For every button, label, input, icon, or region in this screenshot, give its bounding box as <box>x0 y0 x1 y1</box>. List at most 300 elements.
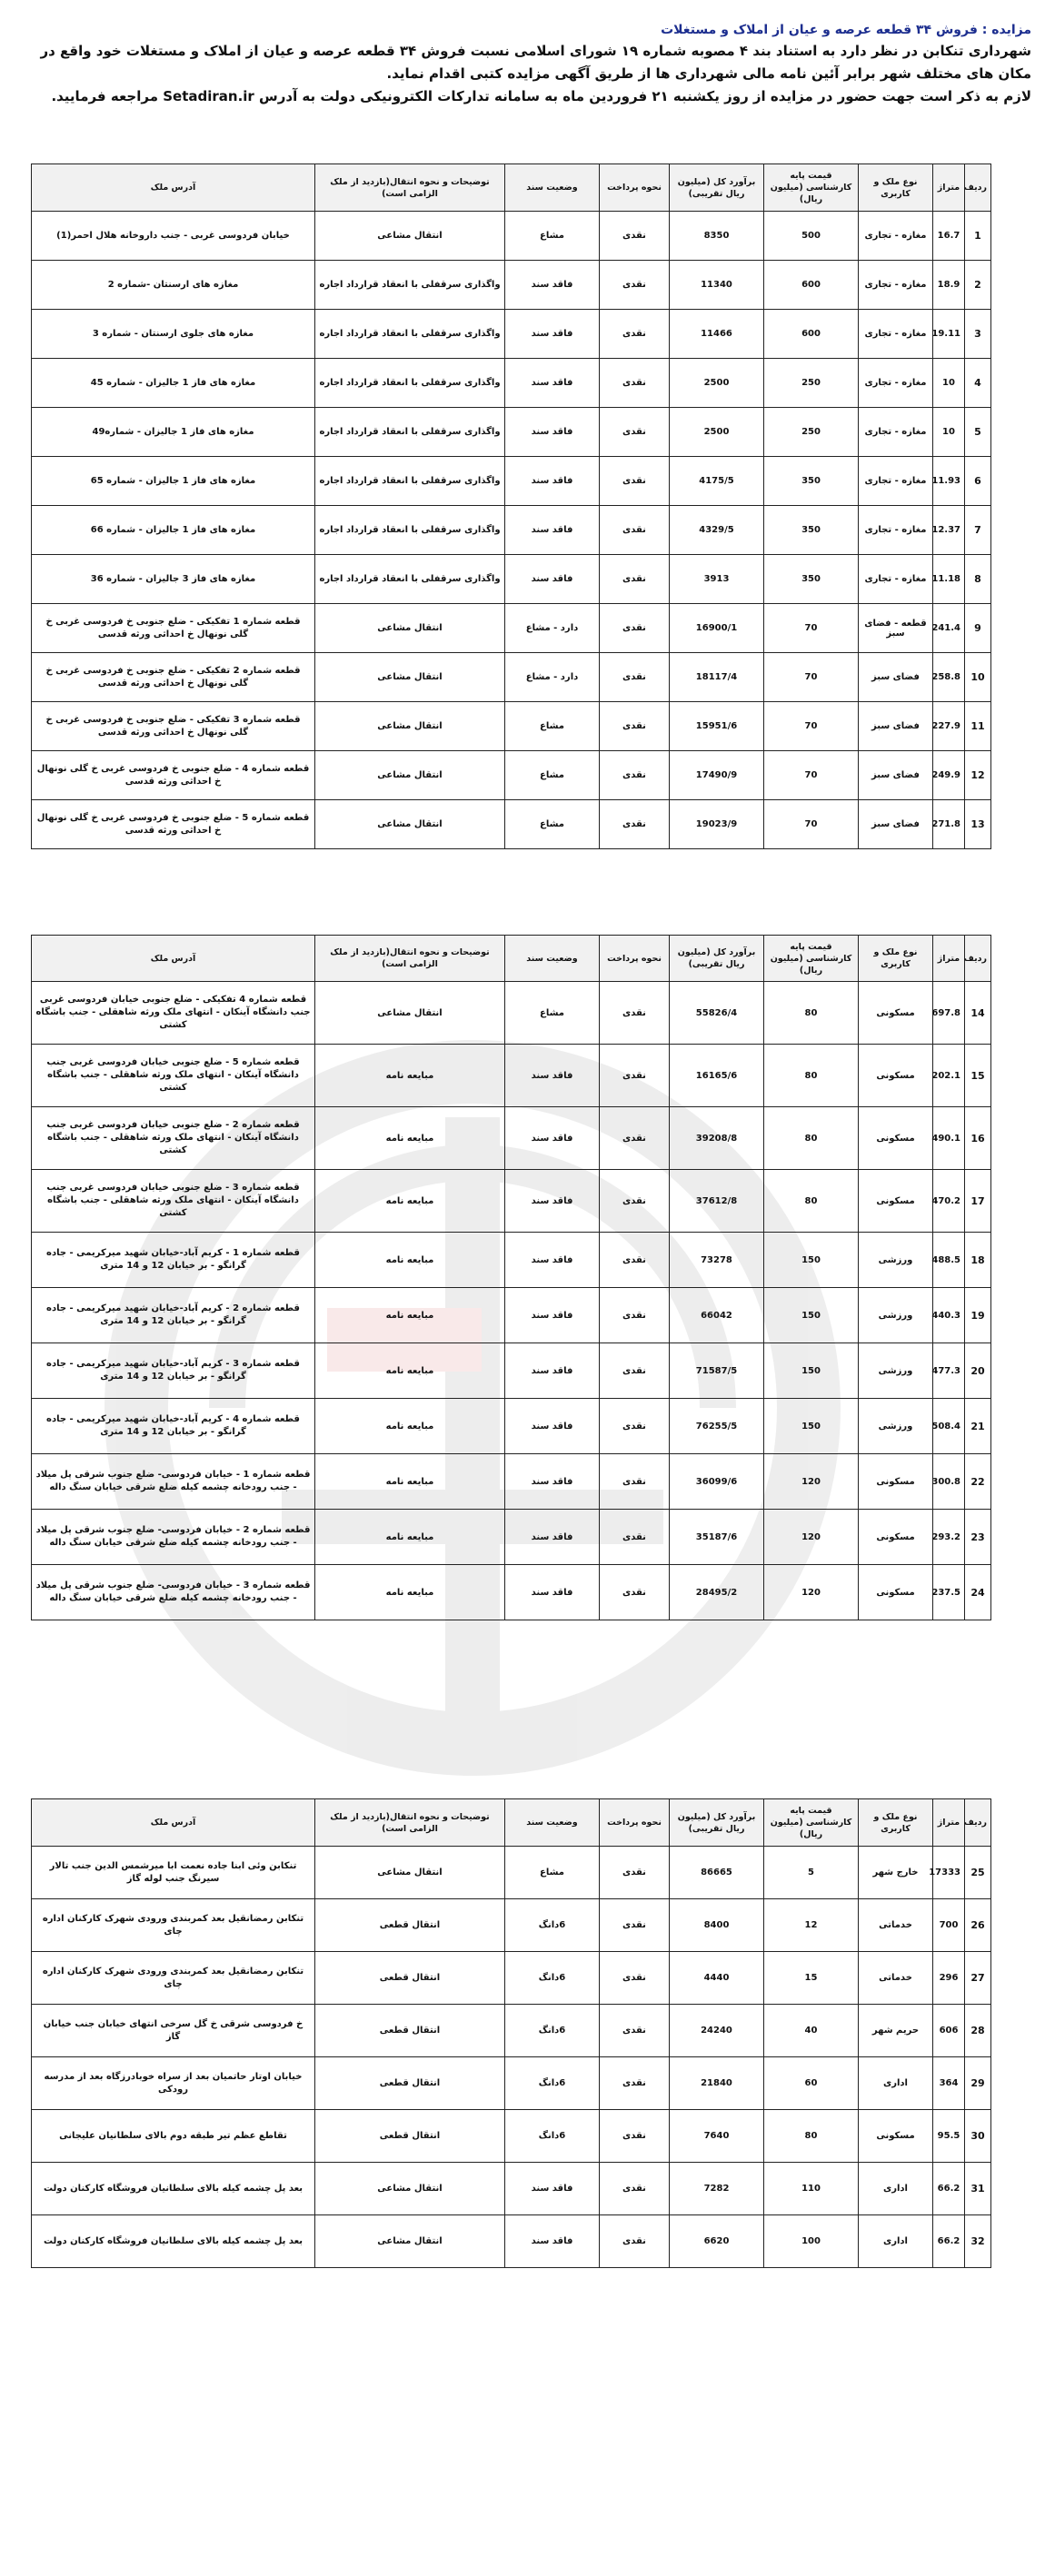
table-row <box>32 1399 991 1454</box>
cell-property-address: مغازه های فاز 1 جالیزان - شماره 65 <box>32 457 315 506</box>
cell-base-price: 70 <box>764 604 859 653</box>
header-deed-status: وضعیت سند <box>505 936 600 982</box>
cell-property-address: قطعه شماره 4 - کریم آباد-خیابان شهید میرکریمی - جاده گرانگو - بر خیابان 12 و 14 متری <box>32 1399 315 1454</box>
cell-row-number: 20 <box>965 1343 991 1399</box>
cell-usage-type: مسکونی <box>859 1045 933 1107</box>
cell-usage-type: مغازه - تجاری <box>859 506 933 555</box>
cell-usage-type: خدماتی <box>859 1899 933 1952</box>
cell-usage-type: مغازه - تجاری <box>859 310 933 359</box>
cell-deed-status: مشاع <box>505 800 600 849</box>
cell-transfer-notes: مبایعه نامه <box>315 1454 505 1510</box>
cell-property-address: قطعه شماره 1 تفکیکی - ضلع جنوبی خ فردوسی غربی خ گلی نونهال خ احداثی ورثه قدسی <box>32 604 315 653</box>
cell-base-price: 80 <box>764 1045 859 1107</box>
cell-base-price: 70 <box>764 653 859 702</box>
cell-total-estimate: 7282 <box>670 2163 764 2215</box>
announcement-header <box>23 20 1031 108</box>
cell-usage-type: خدماتی <box>859 1952 933 2005</box>
cell-total-estimate: 36099/6 <box>670 1454 764 1510</box>
cell-payment-method: نقدی <box>600 310 670 359</box>
cell-row-number: 29 <box>965 2057 991 2110</box>
cell-row-number: 17 <box>965 1170 991 1233</box>
cell-usage-type: مسکونی <box>859 1510 933 1565</box>
cell-area: 202.1 <box>933 1045 965 1107</box>
cell-payment-method: نقدی <box>600 1952 670 2005</box>
cell-property-address: تنکابن رمضانقیل بعد کمربندی ورودی شهرک کارکنان اداره چای <box>32 1899 315 1952</box>
cell-area: 66.2 <box>933 2163 965 2215</box>
cell-base-price: 150 <box>764 1343 859 1399</box>
cell-transfer-notes: انتقال قطعی <box>315 2005 505 2057</box>
cell-deed-status: فاقد سند <box>505 555 600 604</box>
cell-area: 11.18 <box>933 555 965 604</box>
cell-usage-type: حریم شهر <box>859 2005 933 2057</box>
table-row <box>32 310 991 359</box>
cell-deed-status: فاقد سند <box>505 2163 600 2215</box>
cell-area: 700 <box>933 1899 965 1952</box>
cell-transfer-notes: انتقال مشاعی <box>315 800 505 849</box>
header-base-price: قیمت پایه کارشناسی (میلیون ریال) <box>764 1799 859 1847</box>
cell-base-price: 70 <box>764 751 859 800</box>
header-payment-method: نحوه پرداخت <box>600 936 670 982</box>
cell-deed-status: فاقد سند <box>505 457 600 506</box>
cell-usage-type: ورزشی <box>859 1233 933 1288</box>
table-row <box>32 212 991 261</box>
cell-property-address: مغازه های فاز 1 جالیزان - شماره 66 <box>32 506 315 555</box>
cell-area: 10 <box>933 359 965 408</box>
cell-transfer-notes: انتقال مشاعی <box>315 702 505 751</box>
cell-total-estimate: 24240 <box>670 2005 764 2057</box>
cell-area: 19.11 <box>933 310 965 359</box>
cell-area: 258.8 <box>933 653 965 702</box>
table-row <box>32 2057 991 2110</box>
cell-payment-method: نقدی <box>600 1233 670 1288</box>
cell-row-number: 10 <box>965 653 991 702</box>
table-row <box>32 457 991 506</box>
table-row <box>32 1847 991 1899</box>
cell-usage-type: مغازه - تجاری <box>859 212 933 261</box>
cell-total-estimate: 35187/6 <box>670 1510 764 1565</box>
cell-row-number: 28 <box>965 2005 991 2057</box>
cell-area: 249.9 <box>933 751 965 800</box>
cell-property-address: تقاطع عظم تیر طبقه دوم بالای سلطانیان علیجانی <box>32 2110 315 2163</box>
cell-usage-type: اداری <box>859 2163 933 2215</box>
intro-paragraph: شهرداری تنکابن در نظر دارد به استناد بند ۴ مصوبه شماره ۱۹ شورای اسلامی نسبت فروش ۳۴ قطعه عرصه و عیان از املاک و مستغلات خود واقع در مکان های مختلف شهر برابر آئین نامه مالی شهرداری ها از طریق آگهی مزایده کتبی اقدام نماید. <box>40 43 1031 82</box>
cell-row-number: 12 <box>965 751 991 800</box>
cell-base-price: 350 <box>764 506 859 555</box>
cell-row-number: 21 <box>965 1399 991 1454</box>
cell-property-address: تنکابن وئی ابنا جاده نعمت ابا میرشمس الدین جنب تالار سیرنگ جنب لوله گاز <box>32 1847 315 1899</box>
cell-usage-type: فضای سبز <box>859 702 933 751</box>
cell-transfer-notes: مبایعه نامه <box>315 1233 505 1288</box>
table-row <box>32 653 991 702</box>
cell-payment-method: نقدی <box>600 1565 670 1620</box>
table-row <box>32 1565 991 1620</box>
cell-usage-type: مسکونی <box>859 1107 933 1170</box>
cell-payment-method: نقدی <box>600 1399 670 1454</box>
cell-base-price: 110 <box>764 2163 859 2215</box>
cell-total-estimate: 3913 <box>670 555 764 604</box>
cell-usage-type: فضای سبز <box>859 800 933 849</box>
cell-base-price: 600 <box>764 310 859 359</box>
cell-transfer-notes: مبایعه نامه <box>315 1170 505 1233</box>
table-row <box>32 1343 991 1399</box>
cell-payment-method: نقدی <box>600 1899 670 1952</box>
cell-deed-status: 6دانگ <box>505 2057 600 2110</box>
cell-usage-type: ورزشی <box>859 1288 933 1343</box>
table-row <box>32 2163 991 2215</box>
cell-transfer-notes: انتقال مشاعی <box>315 1847 505 1899</box>
cell-total-estimate: 11340 <box>670 261 764 310</box>
header-transfer-notes: توضیحات و نحوه انتقال(بازدید از ملک الزامی است) <box>315 1799 505 1847</box>
table-row <box>32 1233 991 1288</box>
cell-deed-status: 6دانگ <box>505 2110 600 2163</box>
cell-deed-status: فاقد سند <box>505 1233 600 1288</box>
cell-property-address: قطعه شماره 4 تفکیکی - ضلع جنوبی خیابان فردوسی غربی جنب دانشگاه آینکان - انتهای ملک ورثه شاهقلی - جنب باشگاه کشتی <box>32 982 315 1045</box>
cell-total-estimate: 73278 <box>670 1233 764 1288</box>
cell-row-number: 22 <box>965 1454 991 1510</box>
table-row <box>32 2110 991 2163</box>
cell-total-estimate: 4175/5 <box>670 457 764 506</box>
cell-row-number: 6 <box>965 457 991 506</box>
cell-row-number: 24 <box>965 1565 991 1620</box>
cell-payment-method: نقدی <box>600 261 670 310</box>
cell-base-price: 80 <box>764 1107 859 1170</box>
cell-total-estimate: 15951/6 <box>670 702 764 751</box>
cell-transfer-notes: واگذاری سرقفلی با انعقاد قرارداد اجاره <box>315 555 505 604</box>
cell-deed-status: فاقد سند <box>505 2215 600 2268</box>
header-payment-method: نحوه پرداخت <box>600 1799 670 1847</box>
cell-usage-type: مغازه - تجاری <box>859 457 933 506</box>
cell-usage-type: مسکونی <box>859 982 933 1045</box>
header-area: متراژ <box>933 936 965 982</box>
cell-area: 17333 <box>933 1847 965 1899</box>
cell-payment-method: نقدی <box>600 2110 670 2163</box>
table-row <box>32 800 991 849</box>
cell-transfer-notes: انتقال قطعی <box>315 2057 505 2110</box>
cell-property-address: قطعه شماره 1 - کریم آباد-خیابان شهید میرکریمی - جاده گرانگو - بر خیابان 12 و 14 متری <box>32 1233 315 1288</box>
cell-row-number: 23 <box>965 1510 991 1565</box>
cell-payment-method: نقدی <box>600 653 670 702</box>
cell-deed-status: مشاع <box>505 751 600 800</box>
cell-total-estimate: 71587/5 <box>670 1343 764 1399</box>
table-row <box>32 1045 991 1107</box>
cell-property-address: قطعه شماره 3 - خیابان فردوسی- ضلع جنوب شرقی پل میلاد - جنب رودخانه چشمه کیله ضلع شرقی خیابان سنگ داله <box>32 1565 315 1620</box>
cell-deed-status: فاقد سند <box>505 1343 600 1399</box>
cell-base-price: 120 <box>764 1565 859 1620</box>
cell-payment-method: نقدی <box>600 702 670 751</box>
cell-area: 470.2 <box>933 1170 965 1233</box>
table-row <box>32 1899 991 1952</box>
cell-total-estimate: 2500 <box>670 408 764 457</box>
cell-area: 10 <box>933 408 965 457</box>
header-transfer-notes: توضیحات و نحوه انتقال(بازدید از ملک الزامی است) <box>315 164 505 212</box>
cell-property-address: قطعه شماره 5 - ضلع جنوبی خیابان فردوسی غربی جنب دانشگاه آینکان - انتهای ملک ورثه شاهقلی - جنب باشگاه کشتی <box>32 1045 315 1107</box>
cell-total-estimate: 66042 <box>670 1288 764 1343</box>
table-row <box>32 2005 991 2057</box>
cell-deed-status: مشاع <box>505 982 600 1045</box>
cell-area: 697.8 <box>933 982 965 1045</box>
cell-area: 606 <box>933 2005 965 2057</box>
cell-base-price: 250 <box>764 359 859 408</box>
table-row <box>32 408 991 457</box>
cell-total-estimate: 7640 <box>670 2110 764 2163</box>
cell-usage-type: مسکونی <box>859 2110 933 2163</box>
cell-payment-method: نقدی <box>600 457 670 506</box>
cell-total-estimate: 21840 <box>670 2057 764 2110</box>
header-property-address: آدرس ملک <box>32 164 315 212</box>
cell-payment-method: نقدی <box>600 1343 670 1399</box>
cell-deed-status: فاقد سند <box>505 1170 600 1233</box>
cell-property-address: مغازه های فاز 1 جالیزان - شماره 45 <box>32 359 315 408</box>
cell-base-price: 40 <box>764 2005 859 2057</box>
cell-row-number: 18 <box>965 1233 991 1288</box>
cell-base-price: 5 <box>764 1847 859 1899</box>
table-row <box>32 261 991 310</box>
cell-base-price: 120 <box>764 1454 859 1510</box>
cell-row-number: 16 <box>965 1107 991 1170</box>
cell-row-number: 13 <box>965 800 991 849</box>
cell-row-number: 9 <box>965 604 991 653</box>
cell-transfer-notes: انتقال مشاعی <box>315 2215 505 2268</box>
cell-area: 293.2 <box>933 1510 965 1565</box>
cell-total-estimate: 2500 <box>670 359 764 408</box>
header-row-number: ردیف <box>965 164 991 212</box>
cell-row-number: 25 <box>965 1847 991 1899</box>
cell-row-number: 15 <box>965 1045 991 1107</box>
header-total-estimate: برآورد کل (میلیون ریال تقریبی) <box>670 936 764 982</box>
cell-transfer-notes: انتقال مشاعی <box>315 604 505 653</box>
cell-transfer-notes: مبایعه نامه <box>315 1510 505 1565</box>
cell-area: 11.93 <box>933 457 965 506</box>
cell-property-address: قطعه شماره 2 - کریم آباد-خیابان شهید میرکریمی - جاده گرانگو - بر خیابان 12 و 14 متری <box>32 1288 315 1343</box>
cell-area: 12.37 <box>933 506 965 555</box>
table-row <box>32 1288 991 1343</box>
cell-base-price: 500 <box>764 212 859 261</box>
cell-total-estimate: 6620 <box>670 2215 764 2268</box>
cell-transfer-notes: مبایعه نامه <box>315 1288 505 1343</box>
cell-row-number: 3 <box>965 310 991 359</box>
cell-usage-type: اداری <box>859 2057 933 2110</box>
cell-payment-method: نقدی <box>600 1288 670 1343</box>
cell-payment-method: نقدی <box>600 1454 670 1510</box>
cell-transfer-notes: انتقال قطعی <box>315 1952 505 2005</box>
header-total-estimate: برآورد کل (میلیون ریال تقریبی) <box>670 1799 764 1847</box>
header-base-price: قیمت پایه کارشناسی (میلیون ریال) <box>764 164 859 212</box>
header-row-number: ردیف <box>965 936 991 982</box>
cell-payment-method: نقدی <box>600 506 670 555</box>
cell-property-address: قطعه شماره 2 - ضلع جنوبی خیابان فردوسی غربی جنب دانشگاه آینکان - انتهای ملک ورثه شاهقلی - جنب باشگاه کشتی <box>32 1107 315 1170</box>
cell-area: 16.7 <box>933 212 965 261</box>
cell-property-address: قطعه شماره 2 - خیابان فردوسی- ضلع جنوب شرقی پل میلاد - جنب رودخانه چشمه کیله ضلع شرقی خیابان سنگ داله <box>32 1510 315 1565</box>
cell-row-number: 32 <box>965 2215 991 2268</box>
cell-row-number: 30 <box>965 2110 991 2163</box>
cell-base-price: 12 <box>764 1899 859 1952</box>
cell-base-price: 70 <box>764 702 859 751</box>
cell-usage-type: خارج شهر <box>859 1847 933 1899</box>
cell-property-address: قطعه شماره 1 - خیابان فردوسی- ضلع جنوب شرقی پل میلاد - جنب رودخانه چشمه کیله ضلع شرقی خیابان سنگ داله <box>32 1454 315 1510</box>
cell-total-estimate: 37612/8 <box>670 1170 764 1233</box>
cell-property-address: قطعه شماره 4 - ضلع جنوبی خ فردوسی غربی خ گلی نونهال خ احداثی ورثه قدسی <box>32 751 315 800</box>
cell-deed-status: 6دانگ <box>505 2005 600 2057</box>
property-table-1 <box>31 163 991 849</box>
cell-property-address: خ فردوسی شرقی خ گل سرخی انتهای خیابان جنب خیابان گاز <box>32 2005 315 2057</box>
cell-total-estimate: 19023/9 <box>670 800 764 849</box>
cell-area: 440.3 <box>933 1288 965 1343</box>
cell-row-number: 19 <box>965 1288 991 1343</box>
header-area: متراژ <box>933 1799 965 1847</box>
cell-property-address: قطعه شماره 3 تفکیکی - ضلع جنوبی خ فردوسی غربی خ گلی نونهال خ احداثی ورثه قدسی <box>32 702 315 751</box>
cell-deed-status: فاقد سند <box>505 261 600 310</box>
cell-base-price: 80 <box>764 1170 859 1233</box>
cell-payment-method: نقدی <box>600 751 670 800</box>
table-row <box>32 506 991 555</box>
cell-area: 364 <box>933 2057 965 2110</box>
cell-total-estimate: 4329/5 <box>670 506 764 555</box>
cell-base-price: 150 <box>764 1288 859 1343</box>
cell-transfer-notes: مبایعه نامه <box>315 1107 505 1170</box>
cell-base-price: 15 <box>764 1952 859 2005</box>
table-row <box>32 1952 991 2005</box>
cell-usage-type: اداری <box>859 2215 933 2268</box>
cell-total-estimate: 4440 <box>670 1952 764 2005</box>
cell-deed-status: دارد - مشاع <box>505 604 600 653</box>
cell-row-number: 31 <box>965 2163 991 2215</box>
cell-row-number: 26 <box>965 1899 991 1952</box>
cell-property-address: قطعه شماره 2 تفکیکی - ضلع جنوبی خ فردوسی غربی خ گلی نونهال خ احداثی ورثه قدسی <box>32 653 315 702</box>
cell-total-estimate: 76255/5 <box>670 1399 764 1454</box>
cell-transfer-notes: مبایعه نامه <box>315 1343 505 1399</box>
cell-total-estimate: 11466 <box>670 310 764 359</box>
cell-total-estimate: 55826/4 <box>670 982 764 1045</box>
cell-row-number: 27 <box>965 1952 991 2005</box>
header-usage-type: نوع ملک و کاربری <box>859 936 933 982</box>
table-row <box>32 2215 991 2268</box>
cell-base-price: 120 <box>764 1510 859 1565</box>
cell-property-address: بعد پل چشمه کیله بالای سلطانیان فروشگاه کارکنان دولت <box>32 2215 315 2268</box>
cell-payment-method: نقدی <box>600 2215 670 2268</box>
cell-usage-type: فضای سبز <box>859 653 933 702</box>
cell-transfer-notes: واگذاری سرقفلی با انعقاد قرارداد اجاره <box>315 310 505 359</box>
cell-base-price: 100 <box>764 2215 859 2268</box>
cell-payment-method: نقدی <box>600 1847 670 1899</box>
cell-payment-method: نقدی <box>600 555 670 604</box>
cell-area: 296 <box>933 1952 965 2005</box>
cell-row-number: 2 <box>965 261 991 310</box>
cell-property-address: قطعه شماره 3 - کریم آباد-خیابان شهید میرکریمی - جاده گرانگو - بر خیابان 12 و 14 متری <box>32 1343 315 1399</box>
cell-transfer-notes: انتقال مشاعی <box>315 653 505 702</box>
cell-payment-method: نقدی <box>600 982 670 1045</box>
cell-transfer-notes: انتقال قطعی <box>315 1899 505 1952</box>
cell-transfer-notes: واگذاری سرقفلی با انعقاد قرارداد اجاره <box>315 261 505 310</box>
cell-base-price: 80 <box>764 2110 859 2163</box>
cell-property-address: مغازه های ارسنتان -شماره 2 <box>32 261 315 310</box>
header-usage-type: نوع ملک و کاربری <box>859 1799 933 1847</box>
cell-area: 66.2 <box>933 2215 965 2268</box>
cell-total-estimate: 28495/2 <box>670 1565 764 1620</box>
cell-deed-status: فاقد سند <box>505 408 600 457</box>
cell-total-estimate: 8400 <box>670 1899 764 1952</box>
cell-payment-method: نقدی <box>600 1045 670 1107</box>
header-deed-status: وضعیت سند <box>505 164 600 212</box>
cell-usage-type: قطعه - فضای سبز <box>859 604 933 653</box>
table-row <box>32 555 991 604</box>
cell-row-number: 11 <box>965 702 991 751</box>
cell-transfer-notes: انتقال قطعی <box>315 2110 505 2163</box>
cell-deed-status: فاقد سند <box>505 1565 600 1620</box>
cell-total-estimate: 17490/9 <box>670 751 764 800</box>
cell-payment-method: نقدی <box>600 1107 670 1170</box>
cell-total-estimate: 86665 <box>670 1847 764 1899</box>
cell-transfer-notes: انتقال مشاعی <box>315 212 505 261</box>
cell-transfer-notes: مبایعه نامه <box>315 1565 505 1620</box>
cell-transfer-notes: واگذاری سرقفلی با انعقاد قرارداد اجاره <box>315 408 505 457</box>
cell-transfer-notes: انتقال مشاعی <box>315 751 505 800</box>
cell-total-estimate: 39208/8 <box>670 1107 764 1170</box>
cell-transfer-notes: مبایعه نامه <box>315 1045 505 1107</box>
header-area: متراژ <box>933 164 965 212</box>
cell-usage-type: مسکونی <box>859 1170 933 1233</box>
cell-area: 241.4 <box>933 604 965 653</box>
cell-area: 488.5 <box>933 1233 965 1288</box>
cell-usage-type: ورزشی <box>859 1399 933 1454</box>
page-title: مزایده : فروش ۳۴ قطعه عرصه و عیان از املاک و مستغلات <box>661 23 1031 37</box>
cell-base-price: 250 <box>764 408 859 457</box>
cell-base-price: 60 <box>764 2057 859 2110</box>
header-property-address: آدرس ملک <box>32 936 315 982</box>
cell-payment-method: نقدی <box>600 2005 670 2057</box>
header-payment-method: نحوه پرداخت <box>600 164 670 212</box>
cell-area: 300.8 <box>933 1454 965 1510</box>
cell-deed-status: مشاع <box>505 212 600 261</box>
cell-payment-method: نقدی <box>600 1170 670 1233</box>
cell-property-address: بعد پل چشمه کیله بالای سلطانیان فروشگاه کارکنان دولت <box>32 2163 315 2215</box>
cell-total-estimate: 8350 <box>670 212 764 261</box>
cell-deed-status: فاقد سند <box>505 1510 600 1565</box>
cell-base-price: 350 <box>764 457 859 506</box>
cell-deed-status: فاقد سند <box>505 1288 600 1343</box>
cell-property-address: قطعه شماره 5 - ضلع جنوبی خ فردوسی غربی خ گلی نونهال خ احداثی ورثه قدسی <box>32 800 315 849</box>
table-row <box>32 1454 991 1510</box>
cell-base-price: 150 <box>764 1399 859 1454</box>
cell-property-address: خیابان اوتار حاتمیان بعد از سراه خوبادرزگاه بعد از مدرسه رودکی <box>32 2057 315 2110</box>
cell-area: 490.1 <box>933 1107 965 1170</box>
cell-deed-status: فاقد سند <box>505 310 600 359</box>
header-usage-type: نوع ملک و کاربری <box>859 164 933 212</box>
cell-transfer-notes: انتقال مشاعی <box>315 2163 505 2215</box>
cell-deed-status: 6دانگ <box>505 1899 600 1952</box>
cell-property-address: مغازه های جلوی ارسنتان - شماره 3 <box>32 310 315 359</box>
table-row <box>32 1510 991 1565</box>
table-row <box>32 604 991 653</box>
cell-usage-type: ورزشی <box>859 1343 933 1399</box>
cell-payment-method: نقدی <box>600 2057 670 2110</box>
cell-deed-status: 6دانگ <box>505 1952 600 2005</box>
cell-deed-status: فاقد سند <box>505 506 600 555</box>
cell-usage-type: مغازه - تجاری <box>859 359 933 408</box>
header-transfer-notes: توضیحات و نحوه انتقال(بازدید از ملک الزامی است) <box>315 936 505 982</box>
cell-base-price: 70 <box>764 800 859 849</box>
cell-property-address: تنکابن رمضانقیل بعد کمربندی ورودی شهرک کارکنان اداره چای <box>32 1952 315 2005</box>
cell-property-address: خیابان فردوسی غربی - جنب داروخانه هلال احمر(1) <box>32 212 315 261</box>
cell-deed-status: مشاع <box>505 702 600 751</box>
cell-deed-status: فاقد سند <box>505 1454 600 1510</box>
cell-payment-method: نقدی <box>600 800 670 849</box>
header-deed-status: وضعیت سند <box>505 1799 600 1847</box>
cell-transfer-notes: واگذاری سرقفلی با انعقاد قرارداد اجاره <box>315 359 505 408</box>
header-total-estimate: برآورد کل (میلیون ریال تقریبی) <box>670 164 764 212</box>
table-row <box>32 982 991 1045</box>
cell-payment-method: نقدی <box>600 604 670 653</box>
cell-property-address: قطعه شماره 3 - ضلع جنوبی خیابان فردوسی غربی جنب دانشگاه آینکان - انتهای ملک ورثه شاهقلی - جنب باشگاه کشتی <box>32 1170 315 1233</box>
